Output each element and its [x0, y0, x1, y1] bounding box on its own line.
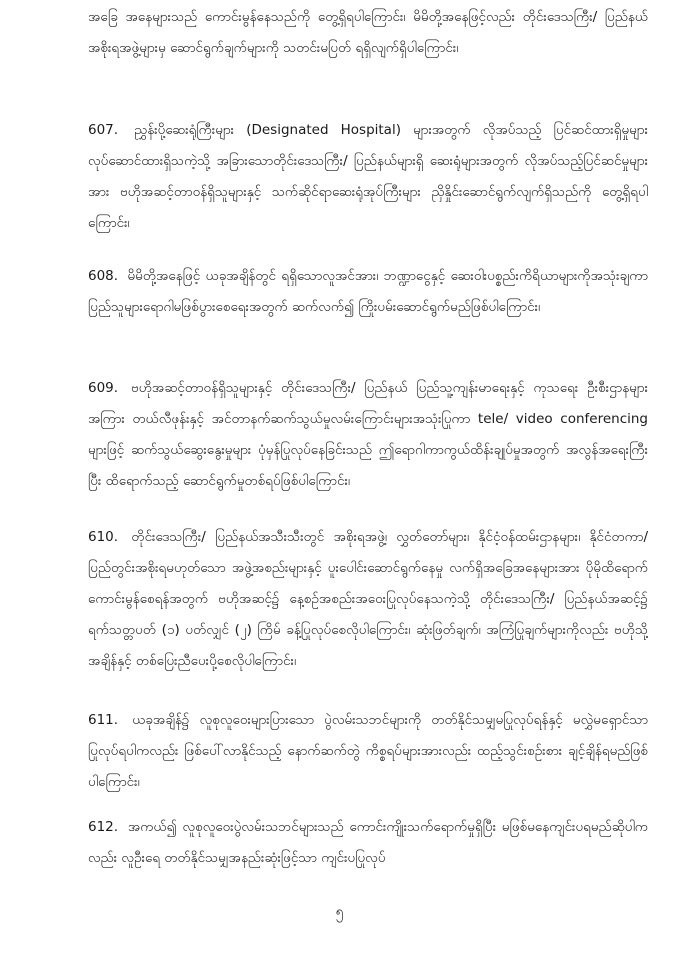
paragraph-number: 608.: [88, 268, 119, 284]
paragraph-609: [88, 373, 648, 497]
intro-paragraph: [88, 2, 648, 64]
paragraph-text: မိမိတို့အနေဖြင့် ယခုအချိန်တွင် ရရှိသောလူအင်အား၊ ဘဏ္ဍာငွေနှင့် ဆေးဝါးပစ္စည်းကိရိယာများကိုအသုံးချကာ ပြည်သူများရောဂါမဖြစ်ပွားစေရေးအတွက် ဆက်လက်၍ ကြိုးပမ်းဆောင်ရွက်မည်ဖြစ်ပါကြောင်း၊: [88, 268, 648, 315]
paragraph-608: [88, 261, 648, 323]
paragraph-610: [88, 522, 648, 677]
paragraph-612: [88, 812, 648, 874]
paragraph-text: ဗဟိုအဆင့်တာဝန်ရှိသူများနှင့် တိုင်းဒေသကြီး/ ပြည်နယ် ပြည်သူ့ကျန်းမာရေးနှင့် ကုသရေး ဦးစီးဌာနများအကြား တယ်လီဖုန်းနှင့် အင်တာနက်ဆက်သွယ်မှုလမ်းကြောင်းများအသုံးပြုကာ tele/ video conferencing များဖြင့် ဆက်သွယ်ဆွေးနွေးမှုများ ပုံမှန်ပြုလုပ်နေခြင်းသည် ဤရောဂါကာကွယ်ထိန်းချုပ်မှုအတွက် အလွန်အရေးကြီးပြီး ထိရောက်သည့် ဆောင်ရွက်မှုတစ်ရပ်ဖြစ်ပါကြောင်း၊: [88, 380, 649, 489]
paragraph-number: 607.: [88, 122, 119, 138]
paragraph-text: အကယ်၍ လူစုလူဝေးပွဲလမ်းသဘင်များသည် ကောင်းကျိုးသက်ရောက်မှုရှိပြီး မဖြစ်မနေကျင်းပရမည်ဆိုပါကလည်း လူဦးရေ တတ်နိုင်သမျှအနည်းဆုံးဖြင့်သာ ကျင်းပပြုလုပ်: [88, 819, 648, 866]
page-number: ၅: [335, 904, 344, 920]
paragraph-text: အခြေ အနေများသည် ကောင်းမွန်နေသည်ကို တွေ့ရှိရပါကြောင်း၊ မိမိတို့အနေဖြင့်လည်း တိုင်းဒေသကြီး/ ပြည်နယ်အစိုးရအဖွဲ့များမှ ဆောင်ရွက်ချက်များကို သတင်းမပြတ် ရရှိလျက်ရှိပါကြောင်း၊: [88, 9, 648, 56]
paragraph-611: [88, 705, 648, 798]
paragraph-text: ယခုအချိန်၌ လူစုလူဝေးများပြားသော ပွဲလမ်းသဘင်များကို တတ်နိုင်သမျှမပြုလုပ်ရန်နှင့် မလွှဲမရှောင်သာပြုလုပ်ရပါကလည်း ဖြစ်ပေါ်လာနိုင်သည့် နောက်ဆက်တွဲ ကိစ္စရပ်များအားလည်း ထည့်သွင်းစဉ်းစား ချင့်ချိန်ရမည်ဖြစ်ပါကြောင်း၊: [88, 712, 648, 790]
paragraph-number: 610.: [88, 529, 119, 545]
paragraph-text: တိုင်းဒေသကြီး/ ပြည်နယ်အသီးသီးတွင် အစိုးရအဖွဲ့၊ လွှတ်တော်များ၊ နိုင်ငံ့ဝန်ထမ်းဌာနများ၊ နိုင်ငံတကာ/ ပြည်တွင်းအစိုးရမဟုတ်သော အဖွဲ့အစည်းများနှင့် ပူးပေါင်းဆောင်ရွက်နေမှု လက်ရှိအခြေအနေများအား ပိုမိုထိရောက်ကောင်းမွန်စေရန်အတွက် ဗဟိုအဆင့်၌ နေ့စဉ်အစည်းအဝေးပြုလုပ်နေသကဲ့သို့ တိုင်းဒေသကြီး/ ပြည်နယ်အဆင့်၌ ရက်သတ္တပတ် (၁) ပတ်လျှင် (၂) ကြိမ် ခန့်ပြုလုပ်စေလိုပါကြောင်း၊ ဆုံးဖြတ်ချက်၊ အကြံပြုချက်များကိုလည်း ဗဟိုသို့ အချိန်နှင့် တစ်ပြေးညီပေးပို့စေလိုပါကြောင်း၊: [88, 529, 648, 669]
paragraph-number: 609.: [88, 380, 119, 396]
paragraph-number: 612.: [88, 819, 119, 835]
paragraph-number: 611.: [88, 712, 119, 728]
paragraph-607: [88, 115, 648, 239]
paragraph-text: ညွှန်းပို့ဆေးရုံကြီးများ (Designated Hospital) များအတွက် လိုအပ်သည့် ပြင်ဆင်ထားရှိမှုများ လုပ်ဆောင်ထားရှိသကဲ့သို့ အခြားသောတိုင်းဒေသကြီး/ ပြည်နယ်များရှိ ဆေးရုံများအတွက် လိုအပ်သည့်ပြင်ဆင်မှုများအား ဗဟိုအဆင့်တာဝန်ရှိသူများနှင့် သက်ဆိုင်ရာဆေးရုံအုပ်ကြီးများ ညှိနှိုင်းဆောင်ရွက်လျက်ရှိသည်ကို တွေ့ရှိရပါကြောင်း၊: [88, 122, 649, 231]
